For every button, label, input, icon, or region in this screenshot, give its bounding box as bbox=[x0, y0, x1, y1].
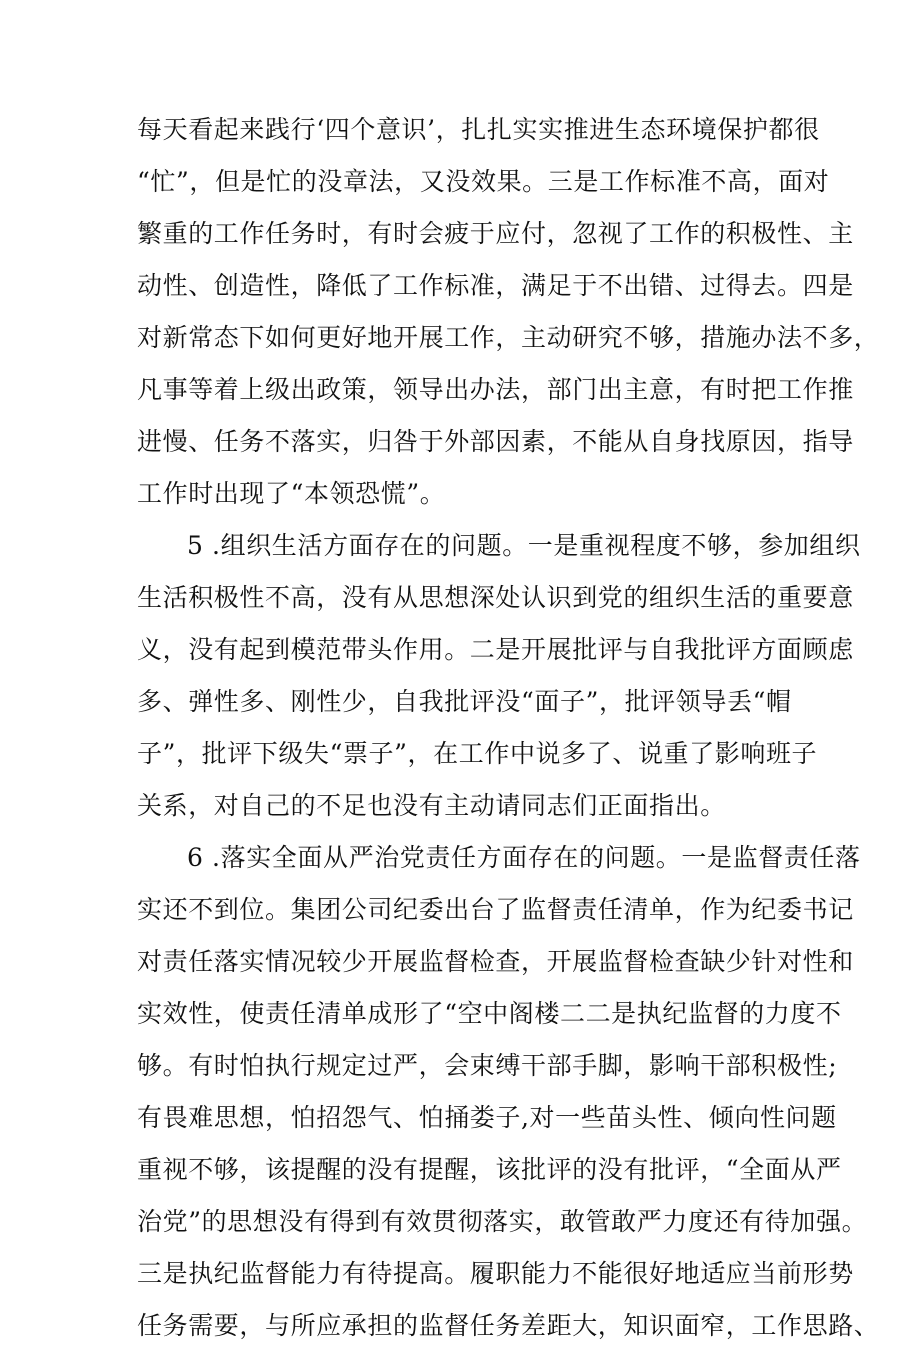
text-line: 进慢、任务不落实，归咎于外部因素，不能从自身找原因，指导 bbox=[137, 427, 854, 456]
text-line: 凡事等着上级出政策，领导出办法，部门出主意，有时把工作推 bbox=[137, 375, 854, 404]
paragraph-heading-line: 6 .落实全面从严治党责任方面存在的问题。一是监督责任落 bbox=[187, 843, 861, 872]
text-line: 关系，对自己的不足也没有主动请同志们正面指出。 bbox=[137, 791, 726, 820]
document-body bbox=[137, 104, 880, 1352]
text-line: 重视不够，该提醒的没有提醒，该批评的没有批评，“全面从严 bbox=[137, 1155, 842, 1184]
text-line: 生活积极性不高，没有从思想深处认识到党的组织生活的重要意 bbox=[137, 583, 854, 612]
text-line: 够。有时怕执行规定过严，会束缚干部手脚，影响干部积极性; bbox=[137, 1051, 838, 1080]
text-line: 三是执纪监督能力有待提高。履职能力不能很好地适应当前形势 bbox=[137, 1259, 854, 1288]
text-line: 任务需要，与所应承担的监督任务差距大，知识面窄，工作思路、 bbox=[137, 1311, 880, 1340]
paragraph-5-organizational-life bbox=[137, 520, 861, 832]
paragraph-heading-line: 5 .组织生活方面存在的问题。一是重视程度不够，参加组织 bbox=[187, 531, 861, 560]
text-line: 义，没有起到模范带头作用。二是开展批评与自我批评方面顾虑 bbox=[137, 635, 854, 664]
text-line: 实还不到位。集团公司纪委出台了监督责任清单，作为纪委书记 bbox=[137, 895, 854, 924]
paragraph-1 bbox=[137, 104, 880, 520]
text-line: 对新常态下如何更好地开展工作，主动研究不够，措施办法不多， bbox=[137, 323, 880, 352]
text-line: 子”，批评下级失“票子”，在工作中说多了、说重了影响班子 bbox=[137, 739, 818, 768]
text-line: 工作时出现了“本领恐慌”。 bbox=[137, 479, 446, 508]
text-line: 每天看起来践行‘四个意识’，扎扎实实推进生态环境保护都很 bbox=[137, 115, 820, 144]
text-line: 繁重的工作任务时，有时会疲于应付，忽视了工作的积极性、主 bbox=[137, 219, 854, 248]
text-line: 多、弹性多、刚性少，自我批评没“面子”，批评领导丢“帽 bbox=[137, 687, 792, 716]
text-line: 实效性，使责任清单成形了“空中阁楼二二是执纪监督的力度不 bbox=[137, 999, 842, 1028]
text-line: 对责任落实情况较少开展监督检查，开展监督检查缺少针对性和 bbox=[137, 947, 854, 976]
text-line: 有畏难思想，怕招怨气、怕捅娄子,对一些苗头性、倾向性问题 bbox=[137, 1103, 837, 1132]
text-line: 动性、创造性，降低了工作标准，满足于不出错、过得去。四是 bbox=[137, 271, 854, 300]
text-line: “忙”，但是忙的没章法，又没效果。三是工作标准不高，面对 bbox=[137, 167, 830, 196]
text-line: 治党”的思想没有得到有效贯彻落实，敢管敢严力度还有待加强。 bbox=[137, 1207, 868, 1236]
paragraph-6-party-governance bbox=[137, 832, 880, 1352]
